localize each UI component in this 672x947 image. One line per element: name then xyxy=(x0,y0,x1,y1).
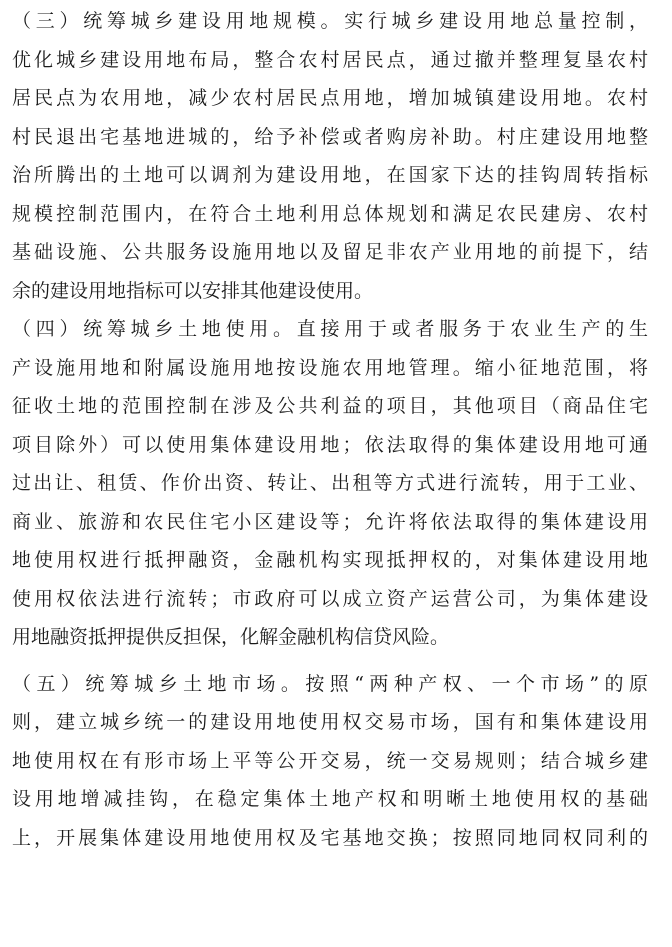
text-line: 则，建立城乡统一的建设用地使用权交易市场，国有和集体建设用 xyxy=(12,711,648,733)
text-line: 用地融资抵押提供反担保，化解金融机构信贷风险。 xyxy=(12,626,450,648)
text-line: 征收土地的范围控制在涉及公共利益的项目，其他项目（商品住宅 xyxy=(12,395,648,417)
text-line: 村民退出宅基地进城的，给予补偿或者购房补助。村庄建设用地整 xyxy=(12,125,648,148)
paragraph-spacer xyxy=(12,657,648,665)
paragraph-4 xyxy=(12,310,648,657)
text-line: 产设施用地和附属设施用地按设施农用地管理。缩小征地范围，将 xyxy=(12,356,648,379)
text-line: 治所腾出的土地可以调剂为建设用地，在国家下达的挂钩周转指标 xyxy=(12,164,648,186)
text-line: （五）统筹城乡土地市场。按照“两种产权、一个市场”的原 xyxy=(12,672,648,695)
document-page xyxy=(12,2,648,857)
text-line: 设用地增减挂钩，在稳定集体土地产权和明晰土地使用权的基础 xyxy=(12,788,648,810)
text-line: 项目除外）可以使用集体建设用地；依法取得的集体建设用地可通 xyxy=(12,433,648,456)
text-line: 基础设施、公共服务设施用地以及留足非农产业用地的前提下，结 xyxy=(12,241,648,263)
text-line: 上，开展集体建设用地使用权及宅基地交换；按照同地同权同利的 xyxy=(12,826,648,849)
text-line: 地使用权进行抵押融资，金融机构实现抵押权的，对集体建设用地 xyxy=(12,549,648,571)
text-line: 过出让、租赁、作价出资、转让、出租等方式进行流转，用于工业、 xyxy=(12,472,648,494)
text-line: 地使用权在有形市场上平等公开交易，统一交易规则；结合城乡建 xyxy=(12,749,648,772)
text-line: （三）统筹城乡建设用地规模。实行城乡建设用地总量控制， xyxy=(12,10,648,32)
text-line: 居民点为农用地，减少农村居民点用地，增加城镇建设用地。农村 xyxy=(12,87,648,109)
paragraph-3 xyxy=(12,2,648,310)
text-line: 规模控制范围内，在符合土地利用总体规划和满足农民建房、农村 xyxy=(12,202,648,225)
text-line: （四）统筹城乡土地使用。直接用于或者服务于农业生产的生 xyxy=(12,318,648,340)
paragraph-5 xyxy=(12,665,648,858)
text-line: 使用权依法进行流转；市政府可以成立资产运营公司，为集体建设 xyxy=(12,587,648,610)
text-line: 余的建设用地指标可以安排其他建设使用。 xyxy=(12,279,374,302)
text-line: 优化城乡建设用地布局，整合农村居民点，通过撤并整理复垦农村 xyxy=(12,48,648,71)
text-line: 商业、旅游和农民住宅小区建设等；允许将依法取得的集体建设用 xyxy=(12,510,648,533)
